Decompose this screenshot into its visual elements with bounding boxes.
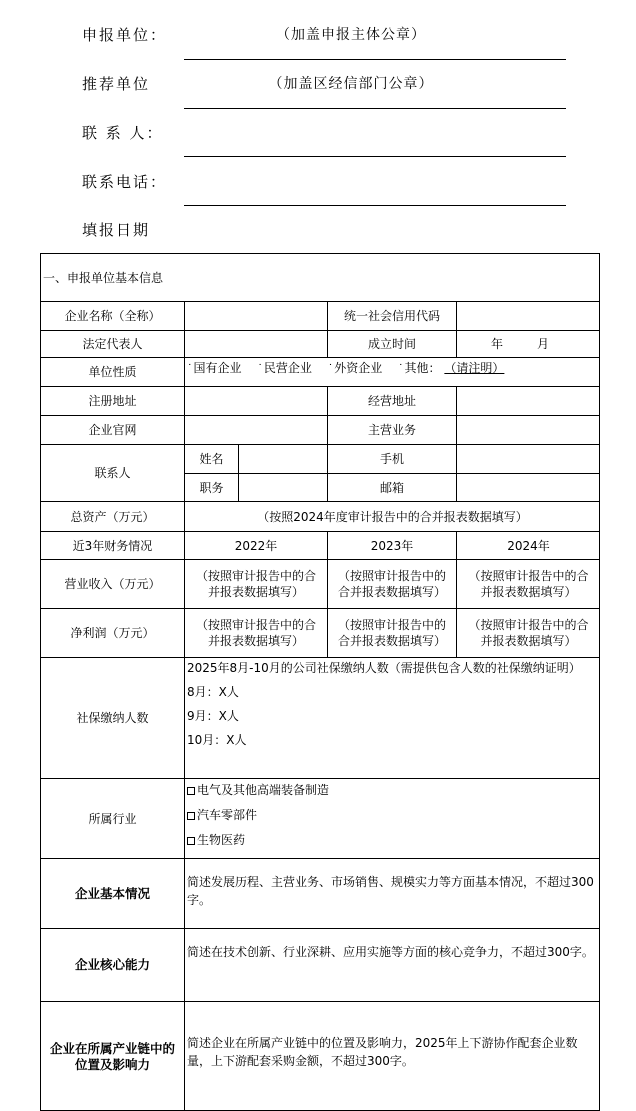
biz-address-input[interactable] <box>456 386 600 415</box>
chain-position-label: 企业在所属产业链中的 位置及影响力 <box>40 1001 184 1111</box>
legal-rep-input[interactable] <box>184 330 327 357</box>
social-oct: 10月：X人 <box>187 733 247 747</box>
company-name-label: 企业名称（全称） <box>40 301 184 330</box>
contact-title-input[interactable] <box>238 473 327 501</box>
basic-info-input[interactable] <box>184 858 600 928</box>
applicant-label: 申报单位： <box>82 26 168 44</box>
contact-phone-line[interactable] <box>184 205 566 206</box>
nature-option-foreign[interactable]: ˙外资企业 <box>327 361 383 375</box>
revenue-2024-input[interactable]: （按照审计报告中的合 并报表数据填写） <box>456 559 600 608</box>
fill-date-label: 填报日期 <box>82 221 151 239</box>
industry-option-biomed[interactable]: 生物医药 <box>187 832 596 849</box>
industry-options <box>184 778 600 858</box>
section-title <box>40 253 600 301</box>
social-aug: 8月：X人 <box>187 685 239 699</box>
contact-mobile-label: 手机 <box>327 444 456 473</box>
month-unit: 月 <box>537 337 550 351</box>
year-2023: 2023年 <box>327 531 456 559</box>
contact-mobile-input[interactable] <box>456 444 600 473</box>
contact-name-input[interactable] <box>238 444 327 473</box>
basic-info-label: 企业基本情况 <box>40 858 184 928</box>
credit-code-label: 统一社会信用代码 <box>327 301 456 330</box>
social-insurance-label: 社保缴纳人数 <box>40 657 184 778</box>
nature-label: 单位性质 <box>40 357 184 386</box>
chain-position-desc: 简述企业在所属产业链中的位置及影响力，2025年上下游协作配套企业数量，上下游配套采购金额，不超过300字。 <box>187 1036 578 1068</box>
reg-address-label: 注册地址 <box>40 386 184 415</box>
net-profit-2024-input[interactable]: （按照审计报告中的合 并报表数据填写） <box>456 608 600 657</box>
revenue-2022-input[interactable]: （按照审计报告中的合 并报表数据填写） <box>184 559 327 608</box>
nature-options <box>184 357 600 386</box>
basic-info-desc: 简述发展历程、主营业务、市场销售、规模实力等方面基本情况，不超过300字。 <box>187 875 594 907</box>
section-title-text: 一、申报单位基本信息 <box>43 270 164 285</box>
biz-address-label: 经营地址 <box>327 386 456 415</box>
main-business-label: 主营业务 <box>327 415 456 444</box>
applicant-line[interactable] <box>184 59 566 60</box>
recommender-seal-hint: （加盖区经信部门公章） <box>268 76 434 92</box>
applicant-seal-hint: （加盖申报主体公章） <box>276 27 426 43</box>
legal-rep-label: 法定代表人 <box>40 330 184 357</box>
contact-label: 联系人 <box>40 444 184 501</box>
industry-label: 所属行业 <box>40 778 184 858</box>
social-sep: 9月：X人 <box>187 709 239 723</box>
year-2022: 2022年 <box>184 531 327 559</box>
net-profit-label: 净利润（万元） <box>40 608 184 657</box>
website-input[interactable] <box>184 415 327 444</box>
total-assets-input[interactable]: （按照2024年度审计报告中的合并报表数据填写） <box>184 501 600 531</box>
contact-person-label: 联 系 人： <box>82 124 164 142</box>
contact-phone-label: 联系电话： <box>82 173 168 191</box>
nature-option-other[interactable]: ˙其他： <box>398 361 441 375</box>
core-ability-label: 企业核心能力 <box>40 928 184 1001</box>
founded-input[interactable] <box>456 330 600 357</box>
total-assets-label: 总资产（万元） <box>40 501 184 531</box>
contact-name-label: 姓名 <box>184 444 238 473</box>
net-profit-2022-input[interactable]: （按照审计报告中的合 并报表数据填写） <box>184 608 327 657</box>
contact-person-line[interactable] <box>184 156 566 157</box>
finance-3y-label: 近3年财务情况 <box>40 531 184 559</box>
contact-email-input[interactable] <box>456 473 600 501</box>
nature-option-state[interactable]: ˙国有企业 <box>187 361 242 375</box>
nature-note: （请注明） <box>444 361 505 375</box>
revenue-label: 营业收入（万元） <box>40 559 184 608</box>
website-label: 企业官网 <box>40 415 184 444</box>
company-name-input[interactable] <box>184 301 327 330</box>
credit-code-input[interactable] <box>456 301 600 330</box>
founded-label: 成立时间 <box>327 330 456 357</box>
chain-position-input[interactable] <box>184 1001 600 1111</box>
net-profit-2023-input[interactable]: （按照审计报告中的 合并报表数据填写） <box>327 608 456 657</box>
reg-address-input[interactable] <box>184 386 327 415</box>
recommender-label: 推荐单位 <box>82 75 151 93</box>
year-unit: 年 <box>491 337 504 351</box>
nature-option-private[interactable]: ˙民营企业 <box>257 361 312 375</box>
social-insurance-input[interactable] <box>184 657 600 778</box>
contact-email-label: 邮箱 <box>327 473 456 501</box>
social-insurance-desc: 2025年8月-10月的公司社保缴纳人数（需提供包含人数的社保缴纳证明） <box>187 661 581 675</box>
year-2024: 2024年 <box>456 531 600 559</box>
revenue-2023-input[interactable]: （按照审计报告中的 合并报表数据填写） <box>327 559 456 608</box>
industry-option-equipment[interactable]: 电气及其他高端装备制造 <box>187 782 596 799</box>
core-ability-desc: 简述在技术创新、行业深耕、应用实施等方面的核心竞争力，不超过300字。 <box>187 945 594 959</box>
recommender-line[interactable] <box>184 108 566 109</box>
core-ability-input[interactable] <box>184 928 600 1001</box>
industry-option-auto-parts[interactable]: 汽车零部件 <box>187 807 596 824</box>
contact-title-label: 职务 <box>184 473 238 501</box>
application-form-table <box>40 253 600 1111</box>
main-business-input[interactable] <box>456 415 600 444</box>
